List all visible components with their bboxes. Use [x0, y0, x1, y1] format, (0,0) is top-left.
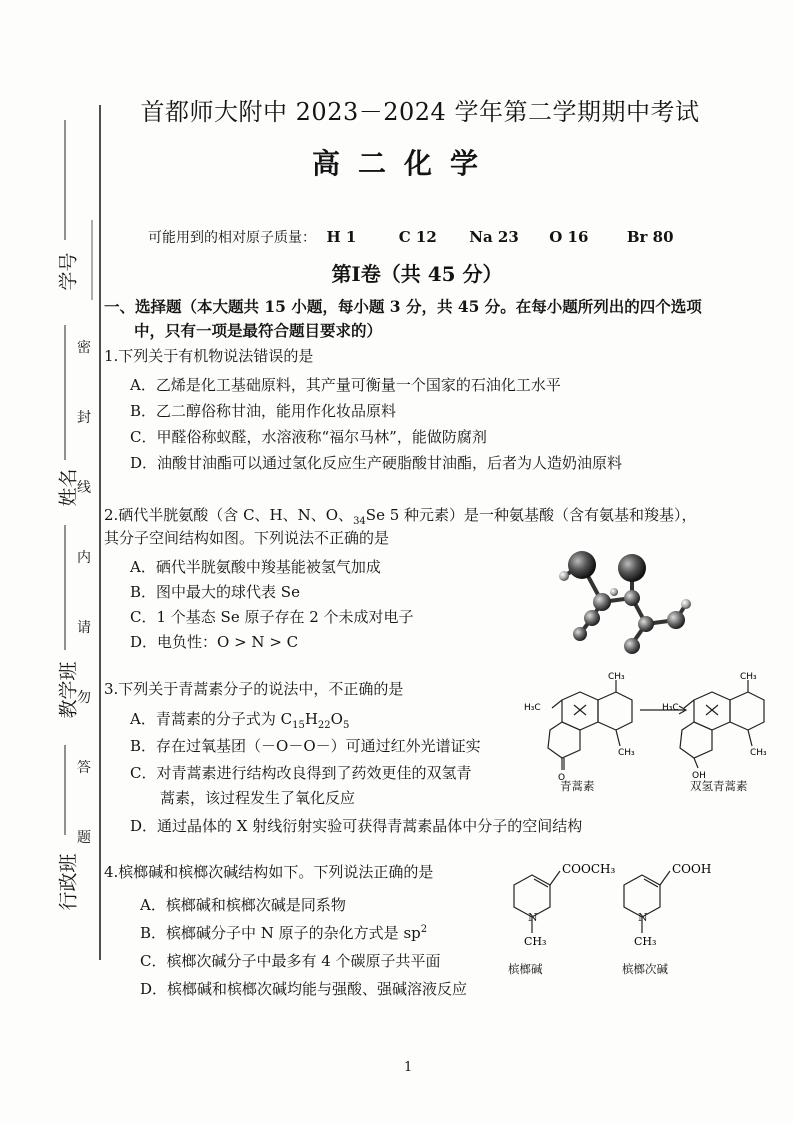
arecoline-structures: [500, 855, 740, 965]
subject-title: 高二化学: [311, 147, 496, 180]
q1-stem: 1.下列关于有机物说法错误的是: [104, 347, 314, 365]
atomic-masses: [148, 227, 674, 247]
section-instructions: [104, 295, 764, 343]
mass-na: Na 23: [469, 228, 519, 246]
q4-option-c: C．槟榔次碱分子中最多有 4 个碳原子共平面: [140, 952, 441, 970]
q2-stem-line2: 其分子空间结构如图。下列说法不正确的是: [104, 529, 390, 547]
struct-label-o: O: [558, 773, 566, 780]
arecaidine-label: 槟榔次碱: [622, 962, 668, 976]
seal-char: 勿: [77, 690, 91, 706]
struct-label-ch3: CH₃: [740, 672, 757, 682]
section-line: 中，只有一项是最符合题目要求的）: [134, 321, 383, 340]
q1-option-d: D．油酸甘油酯可以通过氢化反应生产硬脂酸甘油酯，后者为人造奶油原料: [130, 454, 623, 472]
struct-label-ch3: CH₃: [608, 672, 625, 682]
exam-title: 首都师大附中 2023－2024 学年第二学期期中考试: [140, 98, 700, 126]
page-number: 1: [404, 1060, 413, 1075]
q1-option-c: C．甲醛俗称蚁醛，水溶液称“福尔马林”，能做防腐剂: [130, 428, 487, 446]
q2-stem-sub: 34: [353, 516, 366, 527]
seal-char: 线: [77, 480, 91, 496]
struct-label-h3c-right: H₃C: [662, 703, 679, 713]
q1-option-b: B．乙二醇俗称甘油，能用作化妆品原料: [130, 402, 397, 420]
seal-char: 密: [77, 340, 91, 356]
q4-option-d: D．槟榔碱和槟榔次碱均能与强酸、强碱溶液反应: [140, 980, 468, 998]
seal-char: 请: [77, 620, 91, 636]
artemisinin-label: 青蒿素: [560, 779, 595, 793]
q4-option-a: A．槟榔碱和槟榔次碱是同系物: [140, 896, 346, 914]
q3-option-b: B．存在过氧基团（－O－O－）可通过红外光谱证实: [130, 737, 481, 755]
arecoline-label: 槟榔碱: [508, 962, 543, 976]
q2-option-a: A．硒代半胱氨酸中羧基能被氢气加成: [130, 558, 381, 576]
struct2-methyl: CH₃: [634, 935, 657, 948]
selenocysteine-model: [552, 540, 712, 660]
q2-option-c: C．1 个基态 Se 原子存在 2 个未成对电子: [130, 608, 414, 626]
q3-option-a: [130, 708, 349, 731]
struct1-methyl: CH₃: [524, 935, 547, 948]
q1-option-a: A．乙烯是化工基础原料，其产量可衡量一个国家的石油化工水平: [130, 376, 561, 394]
seal-char: 封: [77, 410, 91, 426]
student-id-label: 学号: [57, 252, 80, 291]
seal-char: 内: [77, 550, 91, 566]
q3-sub: 15: [292, 720, 305, 731]
struct-label-ch3: CH₃: [618, 748, 635, 758]
q2-option-b: B．图中最大的球代表 Se: [130, 583, 300, 601]
q4-stem: 4.槟榔碱和槟榔次碱结构如下。下列说法正确的是: [104, 863, 434, 881]
struct-label-oh: OH: [692, 771, 706, 780]
q2-option-d: D．电负性：O > N > C: [130, 633, 299, 651]
seal-char: 答: [77, 760, 91, 776]
q3-option-c-cont: 蒿素，该过程发生了氧化反应: [160, 789, 356, 807]
teaching-class-label: 教学班: [57, 661, 80, 719]
q2-stem-part: 2.硒代半胱氨酸（含 C、H、N、O、: [104, 506, 354, 524]
struct2-group: COOH: [672, 862, 712, 876]
struct1-n: N: [528, 911, 538, 924]
q2-stem-part: Se 5 种元素）是一种氨基酸（含有氨基和羧基），: [365, 506, 697, 524]
q3-option-c: C．对青蒿素进行结构改良得到了药效更佳的双氢青: [130, 764, 472, 782]
q3-sub: 5: [342, 720, 350, 731]
dihydroartemisinin-label: 双氢青蒿素: [690, 779, 748, 793]
struct2-n: N: [638, 911, 648, 924]
seal-char: 题: [77, 830, 91, 846]
q3-option-d: D．通过晶体的 X 射线衍射实验可获得青蒿素晶体中分子的空间结构: [130, 817, 583, 835]
mass-o: O 16: [549, 228, 589, 246]
q3-stem: 3.下列关于青蒿素分子的说法中，不正确的是: [104, 680, 404, 698]
q4-option-b-sup: 2: [420, 924, 428, 935]
mass-br: Br 80: [626, 228, 674, 246]
admin-class-label: 行政班: [57, 853, 80, 911]
q4-option-b-text: B．槟榔碱分子中 N 原子的杂化方式是 sp: [140, 924, 421, 942]
struct-label-ch3: CH₃: [750, 748, 767, 758]
masses-label: 可能用到的相对原子质量：: [148, 230, 316, 246]
q4-option-b: [140, 922, 427, 943]
artemisinin-structures: [522, 670, 772, 780]
mass-h: H 1: [326, 228, 357, 246]
mass-c: C 12: [398, 228, 437, 246]
q3-sub: 22: [317, 720, 331, 731]
struct1-group: COOCH₃: [562, 862, 616, 876]
name-label: 姓名: [57, 468, 80, 507]
q3-option-a-part: O: [330, 710, 343, 728]
part-title: 第Ⅰ卷（共 45 分）: [331, 262, 503, 286]
section-line: 一、选择题（本大题共 15 小题，每小题 3 分，共 45 分。在每小题所列出的四个选项: [104, 297, 702, 316]
q3-option-a-part: H: [304, 710, 318, 728]
q3-option-a-part: A．青蒿素的分子式为 C: [130, 710, 293, 728]
struct-label-h3c-left: H₃C: [524, 703, 541, 713]
